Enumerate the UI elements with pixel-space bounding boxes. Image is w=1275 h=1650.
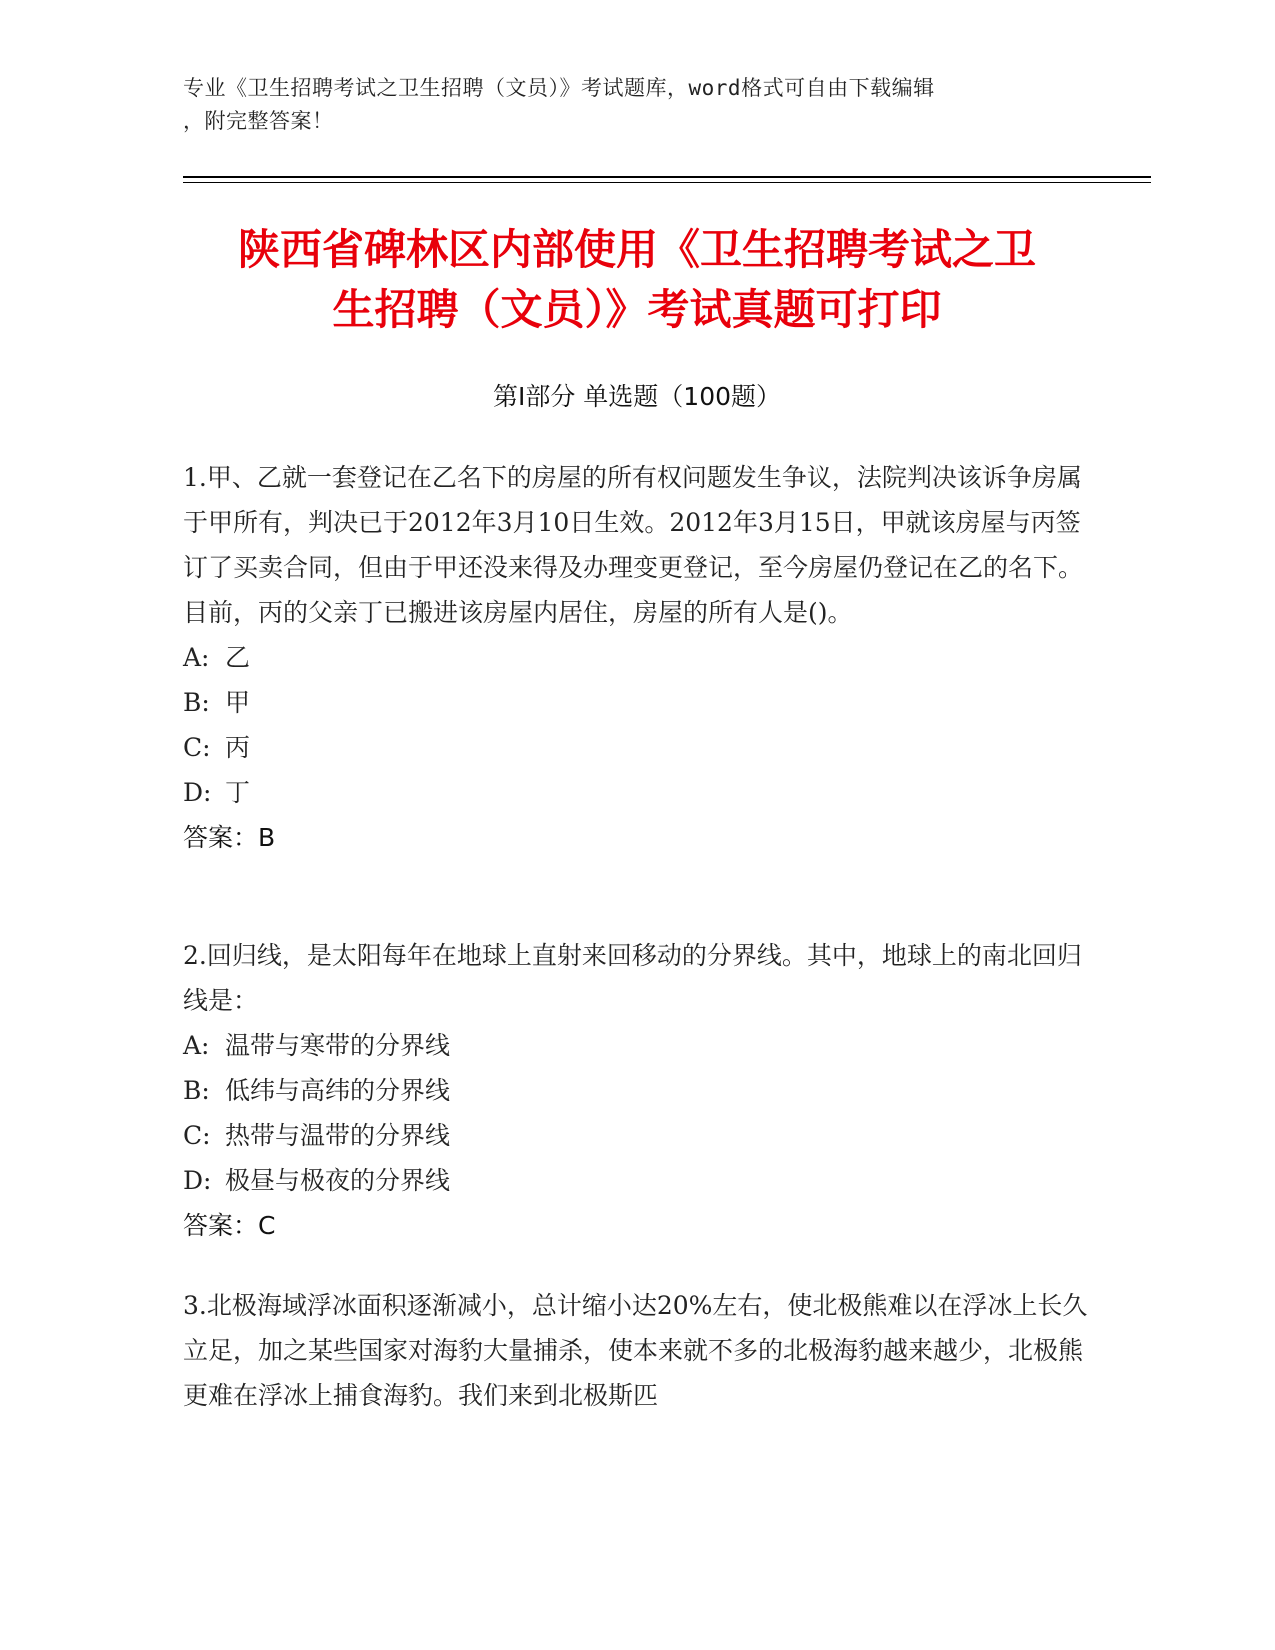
question-2 — [183, 933, 1088, 1248]
header-note-line1: 专业《卫生招聘考试之卫生招聘（文员）》考试题库，word格式可自由下载编辑 — [183, 76, 935, 100]
option-key: C: — [183, 1121, 211, 1150]
option-key: B: — [183, 688, 210, 717]
option-a — [183, 635, 1088, 680]
document-title-line1: 陕西省碑林区内部使用《卫生招聘考试之卫 — [237, 225, 1036, 274]
header-note-line2: ，附完整答案！ — [183, 109, 334, 133]
document-title-line2: 生招聘（文员）》考试真题可打印 — [332, 285, 942, 334]
question-text: 3.北极海域浮冰面积逐渐减小，总计缩小达20%左右，使北极熊难以在浮冰上长久立足，加之某些国家对海豹大量捕杀，使本来就不多的北极海豹越来越少，北极熊更难在浮冰上捕食海豹。我们来到北极斯匹 — [183, 1291, 1088, 1410]
option-key: D: — [183, 778, 212, 807]
document-title — [183, 220, 1091, 340]
header-rule-thick — [183, 176, 1151, 178]
option-b — [183, 1068, 1088, 1113]
option-d — [183, 1158, 1088, 1203]
question-text: 2.回归线，是太阳每年在地球上直射来回移动的分界线。其中，地球上的南北回归线是： — [183, 941, 1082, 1015]
option-text: 温带与寒带的分界线 — [225, 1031, 451, 1060]
option-text: 丙 — [225, 733, 251, 762]
option-text: 甲 — [225, 688, 251, 717]
option-text: 乙 — [225, 643, 251, 672]
option-c — [183, 725, 1088, 770]
option-b — [183, 680, 1088, 725]
option-a — [183, 1023, 1088, 1068]
option-key: A: — [183, 1031, 210, 1060]
question-1 — [183, 455, 1088, 860]
question-text: 1.甲、乙就一套登记在乙名下的房屋的所有权问题发生争议，法院判决该诉争房属于甲所有，判决已于2012年3月10日生效。2012年3月15日，甲就该房屋与丙签订了买卖合同，但由于甲还没来得及办理变更登记，至今房屋仍登记在乙的名下。目前，丙的父亲丁已搬进该房屋内居住，房屋的所有人是()。 — [183, 463, 1084, 627]
option-c — [183, 1113, 1088, 1158]
answer: 答案：C — [183, 1211, 276, 1240]
option-key: B: — [183, 1076, 210, 1105]
answer: 答案：B — [183, 823, 276, 852]
option-key: C: — [183, 733, 211, 762]
option-text: 极昼与极夜的分界线 — [225, 1166, 451, 1195]
question-3 — [183, 1283, 1088, 1418]
option-text: 低纬与高纬的分界线 — [225, 1076, 451, 1105]
header-note — [183, 72, 1063, 138]
section-title: 第Ⅰ部分 单选题（100题） — [492, 382, 782, 411]
option-key: A: — [183, 643, 210, 672]
header-rule-thin — [183, 182, 1151, 183]
option-d — [183, 770, 1088, 815]
option-text: 热带与温带的分界线 — [225, 1121, 451, 1150]
option-key: D: — [183, 1166, 212, 1195]
option-text: 丁 — [225, 778, 251, 807]
